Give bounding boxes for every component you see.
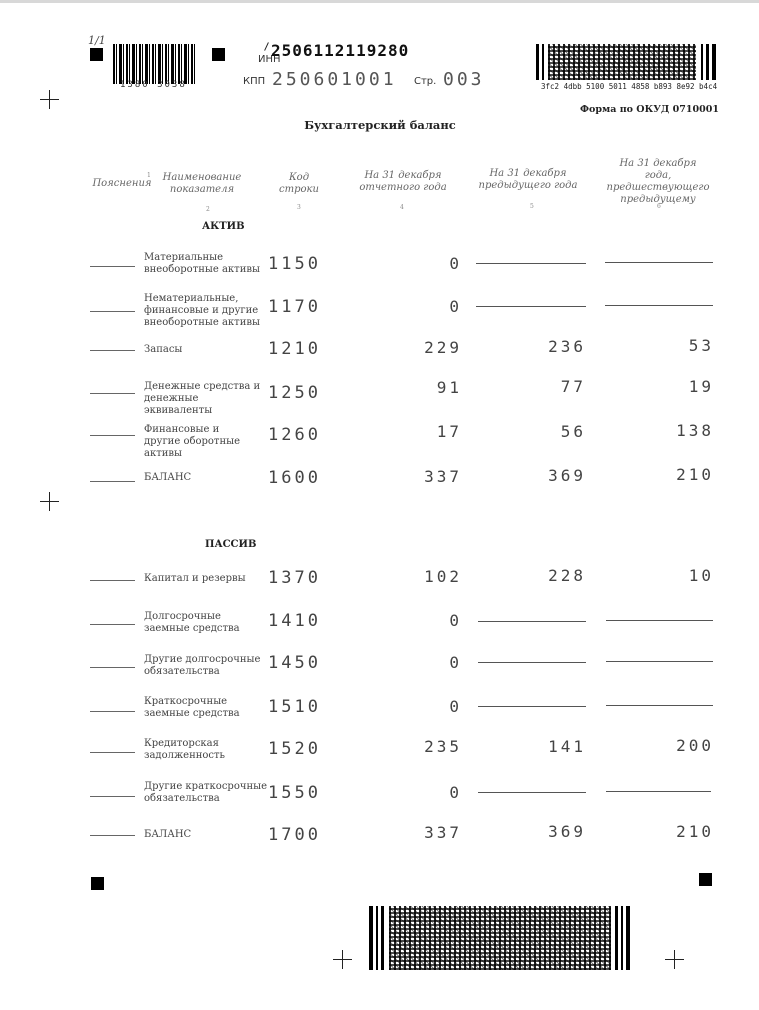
column-number: 1 — [147, 172, 151, 179]
row-value-current: 235 — [424, 737, 462, 756]
inn-tick — [264, 42, 269, 51]
barcode-2d-guard — [369, 906, 373, 970]
row-label: Капитал и резервы — [144, 573, 246, 584]
barcode-2d-guard — [542, 44, 544, 80]
registration-mark-top-left — [90, 48, 103, 61]
row-value-pre-previous: 19 — [688, 377, 714, 396]
empty-value-line — [605, 262, 713, 263]
row-code: 1170 — [268, 297, 321, 317]
column-header-current-year: На 31 декабря отчетного года — [359, 170, 447, 193]
row-value-previous: 236 — [548, 337, 586, 356]
registration-mark-top-right — [212, 48, 225, 61]
row-value-previous: 228 — [548, 566, 586, 585]
notes-dash — [90, 481, 135, 482]
row-code: 1600 — [268, 468, 321, 488]
barcode-2d-guard — [621, 906, 623, 970]
row-label: Другие краткосрочные обязательства — [144, 781, 268, 804]
column-number: 2 — [206, 206, 210, 213]
barcode-2d — [548, 44, 696, 80]
crosshair-mark — [40, 492, 59, 511]
row-value-current: 102 — [424, 567, 462, 586]
row-value-current: 17 — [436, 422, 462, 441]
notes-dash — [90, 667, 135, 668]
empty-value-line — [476, 263, 586, 264]
page-title: Бухгалтерский баланс — [304, 118, 456, 132]
row-value-previous: 141 — [548, 737, 586, 756]
notes-dash — [90, 796, 135, 797]
notes-dash — [90, 311, 135, 312]
notes-dash — [90, 393, 135, 394]
row-code: 1260 — [268, 425, 321, 445]
row-value-current: 0 — [449, 783, 462, 802]
row-value-current: 0 — [449, 254, 462, 273]
row-label: Другие долгосрочные обязательства — [144, 654, 261, 677]
row-label: Финансовые и другие оборотные активы — [144, 424, 241, 459]
notes-dash — [90, 752, 135, 753]
empty-value-line — [476, 306, 586, 307]
inn-value: 2506112119280 — [271, 41, 410, 60]
row-value-previous: 56 — [560, 422, 586, 441]
barcode-2d-guard — [615, 906, 618, 970]
empty-value-line — [605, 305, 713, 306]
row-value-previous: 77 — [560, 377, 586, 396]
row-value-pre-previous: 210 — [676, 465, 714, 484]
row-label: Кредиторская задолженность — [144, 738, 225, 761]
empty-value-line — [606, 791, 711, 792]
row-value-current: 0 — [449, 653, 462, 672]
barcode-2d-guard — [536, 44, 539, 80]
section-title-liability: ПАССИВ — [205, 539, 257, 550]
empty-value-line — [478, 706, 586, 707]
row-value-current: 0 — [449, 297, 462, 316]
column-header-pre-previous-year: На 31 декабря года, предшествующего предыдущему — [606, 158, 710, 205]
row-value-current: 337 — [424, 823, 462, 842]
corner-mark: 1/1 — [88, 34, 106, 47]
row-value-pre-previous: 53 — [688, 336, 714, 355]
column-number: 4 — [400, 204, 404, 211]
column-header-previous-year: На 31 декабря предыдущего года — [478, 168, 578, 191]
notes-dash — [90, 580, 135, 581]
barcode-2d-guard — [712, 44, 716, 80]
row-code: 1150 — [268, 254, 321, 274]
row-value-current: 337 — [424, 467, 462, 486]
inn-label: ИНН — [258, 54, 281, 65]
empty-value-line — [478, 621, 586, 622]
crosshair-mark — [665, 950, 684, 969]
row-value-current: 0 — [449, 697, 462, 716]
row-label: Запасы — [144, 344, 183, 355]
barcode-2d-bottom — [389, 906, 611, 970]
row-label: Материальные внеоборотные активы — [144, 252, 260, 275]
column-header-notes: Пояснения — [92, 178, 152, 189]
form-code: Форма по ОКУД 0710001 — [580, 104, 719, 115]
row-label: Денежные средства и денежные эквиваленты — [144, 381, 261, 416]
row-value-previous: 369 — [548, 822, 586, 841]
row-label: БАЛАНС — [144, 472, 192, 483]
barcode-2d-guard — [626, 906, 630, 970]
barcode-2d-guard — [376, 906, 378, 970]
notes-dash — [90, 266, 135, 267]
barcode-2d-guard — [381, 906, 384, 970]
column-header-code: Код строки — [279, 172, 319, 195]
kpp-label: КПП — [243, 76, 266, 87]
barcode-1d — [113, 44, 197, 84]
row-code: 1250 — [268, 383, 321, 403]
row-value-pre-previous: 138 — [676, 421, 714, 440]
empty-value-line — [606, 620, 713, 621]
row-label: Нематериальные, финансовые и другие внеоборотные активы — [144, 293, 260, 328]
row-value-current: 0 — [449, 611, 462, 630]
column-header-name: Наименование показателя — [162, 172, 242, 195]
row-value-pre-previous: 200 — [676, 736, 714, 755]
barcode-2d-guard — [701, 44, 703, 80]
row-value-current: 229 — [424, 338, 462, 357]
barcode-number: 1380 3038 — [120, 80, 187, 90]
empty-value-line — [606, 705, 713, 706]
column-number: 5 — [530, 203, 534, 210]
notes-dash — [90, 435, 135, 436]
row-label: Долгосрочные заемные средства — [144, 611, 240, 634]
crosshair-mark — [333, 950, 352, 969]
row-value-previous: 369 — [548, 466, 586, 485]
column-number: 3 — [297, 204, 301, 211]
section-title-asset: АКТИВ — [202, 221, 245, 232]
row-value-pre-previous: 210 — [676, 822, 714, 841]
empty-value-line — [478, 662, 586, 663]
row-code: 1700 — [268, 825, 321, 845]
notes-dash — [90, 624, 135, 625]
row-code: 1370 — [268, 568, 321, 588]
barcode-2d-guard — [706, 44, 709, 80]
row-value-current: 91 — [436, 378, 462, 397]
registration-mark-bottom-left — [91, 877, 104, 890]
empty-value-line — [606, 661, 713, 662]
row-code: 1520 — [268, 739, 321, 759]
empty-value-line — [478, 792, 586, 793]
page-value: 003 — [443, 69, 485, 90]
row-label: БАЛАНС — [144, 829, 192, 840]
row-code: 1510 — [268, 697, 321, 717]
notes-dash — [90, 350, 135, 351]
scan-edge — [0, 0, 759, 3]
column-number: 6 — [657, 203, 661, 210]
row-value-pre-previous: 10 — [688, 566, 714, 585]
row-code: 1410 — [268, 611, 321, 631]
registration-mark-bottom-right — [699, 873, 712, 886]
notes-dash — [90, 711, 135, 712]
crosshair-mark — [40, 90, 59, 109]
row-label: Краткосрочные заемные средства — [144, 696, 240, 719]
page-label: Стр. — [414, 76, 437, 87]
row-code: 1210 — [268, 339, 321, 359]
kpp-value: 250601001 — [272, 69, 397, 90]
barcode-hash: 3fc2 4dbb 5100 5011 4858 b893 8e92 b4c4 — [541, 82, 718, 91]
row-code: 1450 — [268, 653, 321, 673]
notes-dash — [90, 835, 135, 836]
row-code: 1550 — [268, 783, 321, 803]
